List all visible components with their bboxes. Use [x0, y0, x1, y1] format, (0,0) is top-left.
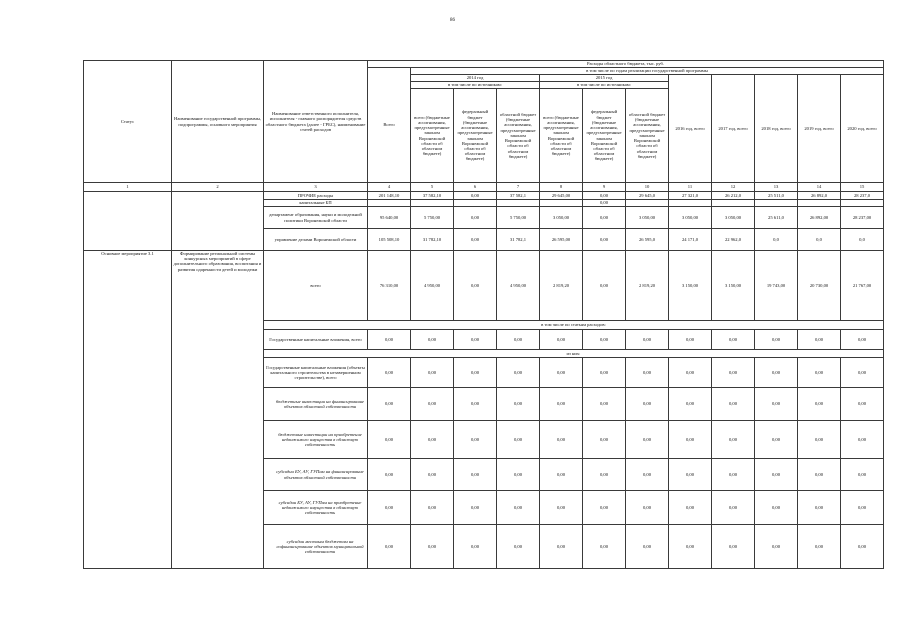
column-number: 14 [798, 183, 841, 192]
row-value: 0,00 [755, 491, 798, 525]
row-label: из них: [264, 350, 884, 358]
row-value: 25 611,0 [755, 207, 798, 229]
measure-value: 3 150,00 [669, 251, 712, 321]
row-value: 25 511,0 [755, 192, 798, 200]
measure-value: 2 819,20 [540, 251, 583, 321]
row-value: 0,00 [712, 525, 755, 569]
row-value: 0,00 [583, 388, 626, 421]
row-value: 0,00 [540, 421, 583, 459]
row-value: 0,00 [454, 192, 497, 200]
column-number: 7 [497, 183, 540, 192]
row-value: 0,00 [669, 491, 712, 525]
row-value: 0,00 [497, 330, 540, 350]
measure-value: 0,00 [583, 251, 626, 321]
row-value: 0,0 [755, 229, 798, 251]
column-number: 11 [669, 183, 712, 192]
row-label: департамент образования, науки и молодежной политики Воронежской области [264, 207, 368, 229]
header-year-2016: 2016 год, всего [669, 75, 712, 183]
row-value: 0,00 [368, 330, 411, 350]
row-value: 0,00 [540, 459, 583, 491]
row-value: 0,00 [540, 491, 583, 525]
row-value: 0,00 [626, 388, 669, 421]
row-value: 0,00 [755, 330, 798, 350]
row-value: 105 508,10 [368, 229, 411, 251]
header-total: Всего [368, 68, 411, 183]
column-number: 10 [626, 183, 669, 192]
header-including-2014: в том числе по источникам: [411, 82, 540, 89]
header-year-2017: 2017 год, всего [712, 75, 755, 183]
column-number: 6 [454, 183, 497, 192]
row-value [540, 200, 583, 207]
header-program-name: Наименование государственной программы, подпрограммы, основного мероприятия [172, 61, 264, 183]
row-value: 0,00 [368, 421, 411, 459]
column-number: 4 [368, 183, 411, 192]
row-value: 0,00 [540, 330, 583, 350]
row-value: 0,00 [583, 491, 626, 525]
row-value: 0,00 [368, 525, 411, 569]
row-value: 0,00 [411, 525, 454, 569]
row-value: 29 645,0 [626, 192, 669, 200]
row-value: 0,00 [454, 388, 497, 421]
row-value: 0,00 [798, 358, 841, 388]
row-value: 0,00 [755, 459, 798, 491]
row-value: 0,00 [712, 491, 755, 525]
row-value: 0,00 [626, 330, 669, 350]
row-value: 0,00 [712, 459, 755, 491]
row-value: 0,00 [626, 358, 669, 388]
row-value: 0,00 [669, 459, 712, 491]
column-number-row [84, 183, 884, 192]
column-number: 12 [712, 183, 755, 192]
row-value: 0,00 [755, 525, 798, 569]
column-number: 5 [411, 183, 454, 192]
column-number: 9 [583, 183, 626, 192]
row-label: ПРОЧИЕ расходы [264, 192, 368, 200]
row-label: субсидии местным бюджетам на софинансирование объектов муниципальной собственности [264, 525, 368, 569]
measure-value: 19 743,00 [755, 251, 798, 321]
row-value: 0,00 [583, 421, 626, 459]
row-value: 0,00 [454, 491, 497, 525]
row-value: 0,00 [540, 388, 583, 421]
row-value: 26 892,00 [798, 207, 841, 229]
row-value [755, 200, 798, 207]
header-by-years: в том числе по годам реализации государственной программы [411, 68, 884, 75]
row-value: 0,00 [583, 459, 626, 491]
row-value [841, 200, 884, 207]
row-value: 0,00 [841, 358, 884, 388]
row-value: 0,00 [368, 388, 411, 421]
row-value: 0,00 [755, 388, 798, 421]
row-value: 0,00 [798, 388, 841, 421]
page-number: 86 [450, 18, 455, 23]
row-value: 0,00 [540, 525, 583, 569]
row-value: 0,00 [841, 421, 884, 459]
row-value: 0,00 [798, 330, 841, 350]
row-value: 28 237,00 [841, 207, 884, 229]
measure-value: 2 819,20 [626, 251, 669, 321]
row-value: 0,00 [755, 358, 798, 388]
row-value: 0,00 [497, 491, 540, 525]
row-value: 0,00 [583, 207, 626, 229]
row-value: 28 237,0 [841, 192, 884, 200]
row-label: управление делами Воронежской области [264, 229, 368, 251]
row-value: 0,00 [798, 421, 841, 459]
row-value: 3 050,00 [669, 207, 712, 229]
row-value: 0,00 [497, 421, 540, 459]
row-value: 0,00 [411, 459, 454, 491]
measure-value: 21 767,00 [841, 251, 884, 321]
row-label: бюджетные инвестиции на финансирование объектов областной собственности [264, 388, 368, 421]
column-number: 13 [755, 183, 798, 192]
row-value: 0,00 [669, 358, 712, 388]
measure-value: 20 730,00 [798, 251, 841, 321]
row-value: 0,00 [497, 459, 540, 491]
row-value: 0,00 [841, 388, 884, 421]
measure-value: 0,00 [454, 251, 497, 321]
row-value [497, 200, 540, 207]
header-2015-regional: областной бюджет (бюджетные ассигнования, предусмотренные законом Воронежской области об областном бюджете) [626, 89, 669, 183]
column-number: 8 [540, 183, 583, 192]
row-value: 95 640,00 [368, 207, 411, 229]
row-value: 5 750,00 [497, 207, 540, 229]
row-value: 0,00 [454, 421, 497, 459]
row-value: 26 892,0 [798, 192, 841, 200]
row-label: капитальные БП [264, 200, 368, 207]
row-value: 0,00 [368, 459, 411, 491]
header-2015-federal: федеральный бюджет (бюджетные ассигнования, предусмотренные законом Воронежской области об областном бюджете) [583, 89, 626, 183]
row-value: 0,00 [841, 459, 884, 491]
row-value: 0,00 [669, 421, 712, 459]
row-value: 0,00 [454, 358, 497, 388]
row-value: 27 321,0 [669, 192, 712, 200]
row-value: 0,00 [712, 330, 755, 350]
row-value: 0,00 [497, 358, 540, 388]
row-value: 24 171,0 [669, 229, 712, 251]
row-value: 0,00 [669, 388, 712, 421]
row-value: 0,0 [841, 229, 884, 251]
row-value: 29 645,00 [540, 192, 583, 200]
row-value: 0,00 [583, 200, 626, 207]
table-row [84, 251, 884, 321]
row-label: Государственные капитальные вложения, всего [264, 330, 368, 350]
measure-status: Основное мероприятие 3.1 [84, 251, 172, 569]
row-value: 0,00 [497, 525, 540, 569]
header-year-2014: 2014 год [411, 75, 540, 82]
row-value: 0,00 [411, 388, 454, 421]
row-value [712, 200, 755, 207]
row-value: 0,00 [798, 491, 841, 525]
column-number: 1 [84, 183, 172, 192]
row-value: 0,00 [454, 207, 497, 229]
measure-value: 76 310,00 [368, 251, 411, 321]
measure-value: 3 150,00 [712, 251, 755, 321]
header-year-2018: 2018 год, всего [755, 75, 798, 183]
header-expenses: Расходы областного бюджета, тыс. руб. [368, 61, 884, 68]
row-label: субсидии БУ, АУ, ГУПам на финансирование объектов областной собственности [264, 459, 368, 491]
row-value: 26 595,0 [626, 229, 669, 251]
row-value: 0,00 [841, 330, 884, 350]
row-value: 3 050,00 [540, 207, 583, 229]
row-value: 0,00 [454, 525, 497, 569]
row-value: 26 212,0 [712, 192, 755, 200]
row-value: 0,00 [411, 421, 454, 459]
row-value [798, 200, 841, 207]
measure-label: всего [264, 251, 368, 321]
row-label: в том числе по статьям расходов: [264, 321, 884, 330]
header-year-2015: 2015 год [540, 75, 669, 82]
row-value: 0,00 [411, 491, 454, 525]
row-value: 0,00 [798, 459, 841, 491]
row-value: 0,00 [669, 330, 712, 350]
row-value: 22 962,0 [712, 229, 755, 251]
header-executor: Наименование ответственного исполнителя, исполнителя - главного распорядителя средств областного бюджета (далее - ГРБС), наименование статей расходов [264, 61, 368, 183]
row-value: 0,00 [583, 358, 626, 388]
header-status: Статус [84, 61, 172, 183]
row-value [626, 200, 669, 207]
row-value: 0,00 [583, 525, 626, 569]
row-value: 0,00 [712, 358, 755, 388]
row-value: 0,00 [583, 330, 626, 350]
row-value: 31 782,10 [411, 229, 454, 251]
row-value: 5 750,00 [411, 207, 454, 229]
header-including-2015: в том числе по источникам: [540, 82, 669, 89]
header-2014-regional: областной бюджет (бюджетные ассигнования, предусмотренные законом Воронежской области об областном бюджете) [497, 89, 540, 183]
row-label: бюджетные инвестиции на приобретение недвижимого имущества в областную собственность [264, 421, 368, 459]
row-value [368, 200, 411, 207]
header-year-2020: 2020 год, всего [841, 75, 884, 183]
measure-value: 4 950,00 [497, 251, 540, 321]
row-value: 0,00 [540, 358, 583, 388]
blank-program [172, 192, 264, 251]
header-2014-total: всего (бюджетные ассигнования, предусмотренные законом Воронежской области об областном бюджете) [411, 89, 454, 183]
row-value: 3 050,00 [712, 207, 755, 229]
row-label: Государственные капитальные вложения (объекты капитального строительства в незавершенном строительстве), всего [264, 358, 368, 388]
row-value: 0,00 [712, 421, 755, 459]
measure-name: Формирование региональной системы конкурсных мероприятий в сфере дополнительного образования, воспитания и развития одаренности детей и молодежи [172, 251, 264, 569]
row-value: 0,00 [454, 459, 497, 491]
row-value: 0,00 [626, 421, 669, 459]
row-value: 0,00 [626, 459, 669, 491]
table-row [84, 192, 884, 200]
row-value: 26 595,00 [540, 229, 583, 251]
row-value: 31 782,1 [497, 229, 540, 251]
column-number: 2 [172, 183, 264, 192]
row-label: субсидии БУ, АУ, ГУПам на приобретение недвижимого имущества в областную собственность [264, 491, 368, 525]
column-number: 3 [264, 183, 368, 192]
blank-status [84, 192, 172, 251]
header-year-2019: 2019 год, всего [798, 75, 841, 183]
row-value: 0,00 [411, 358, 454, 388]
row-value: 0,0 [798, 229, 841, 251]
row-value: 0,00 [497, 388, 540, 421]
row-value: 0,00 [368, 358, 411, 388]
header-2014-federal: федеральный бюджет (бюджетные ассигнования, предусмотренные законом Воронежской области об областном бюджете) [454, 89, 497, 183]
measure-value: 4 950,00 [411, 251, 454, 321]
budget-table [83, 60, 884, 569]
row-value: 3 050,00 [626, 207, 669, 229]
row-value [454, 200, 497, 207]
row-value: 0,00 [841, 525, 884, 569]
row-value: 0,00 [626, 491, 669, 525]
column-number: 15 [841, 183, 884, 192]
row-value: 0,00 [712, 388, 755, 421]
row-value: 0,00 [583, 229, 626, 251]
row-value [411, 200, 454, 207]
row-value: 201 148,10 [368, 192, 411, 200]
row-value: 0,00 [669, 525, 712, 569]
row-value: 0,00 [583, 192, 626, 200]
row-value: 0,00 [454, 229, 497, 251]
row-value: 0,00 [841, 491, 884, 525]
row-value [669, 200, 712, 207]
row-value: 0,00 [368, 491, 411, 525]
row-value: 37 582,1 [497, 192, 540, 200]
row-value: 0,00 [798, 525, 841, 569]
row-value: 0,00 [755, 421, 798, 459]
row-value: 0,00 [626, 525, 669, 569]
row-value: 0,00 [411, 330, 454, 350]
row-value: 0,00 [454, 330, 497, 350]
header-2015-total: всего (бюджетные ассигнования, предусмотренные законом Воронежской области об областном бюджете) [540, 89, 583, 183]
row-value: 37 582,10 [411, 192, 454, 200]
